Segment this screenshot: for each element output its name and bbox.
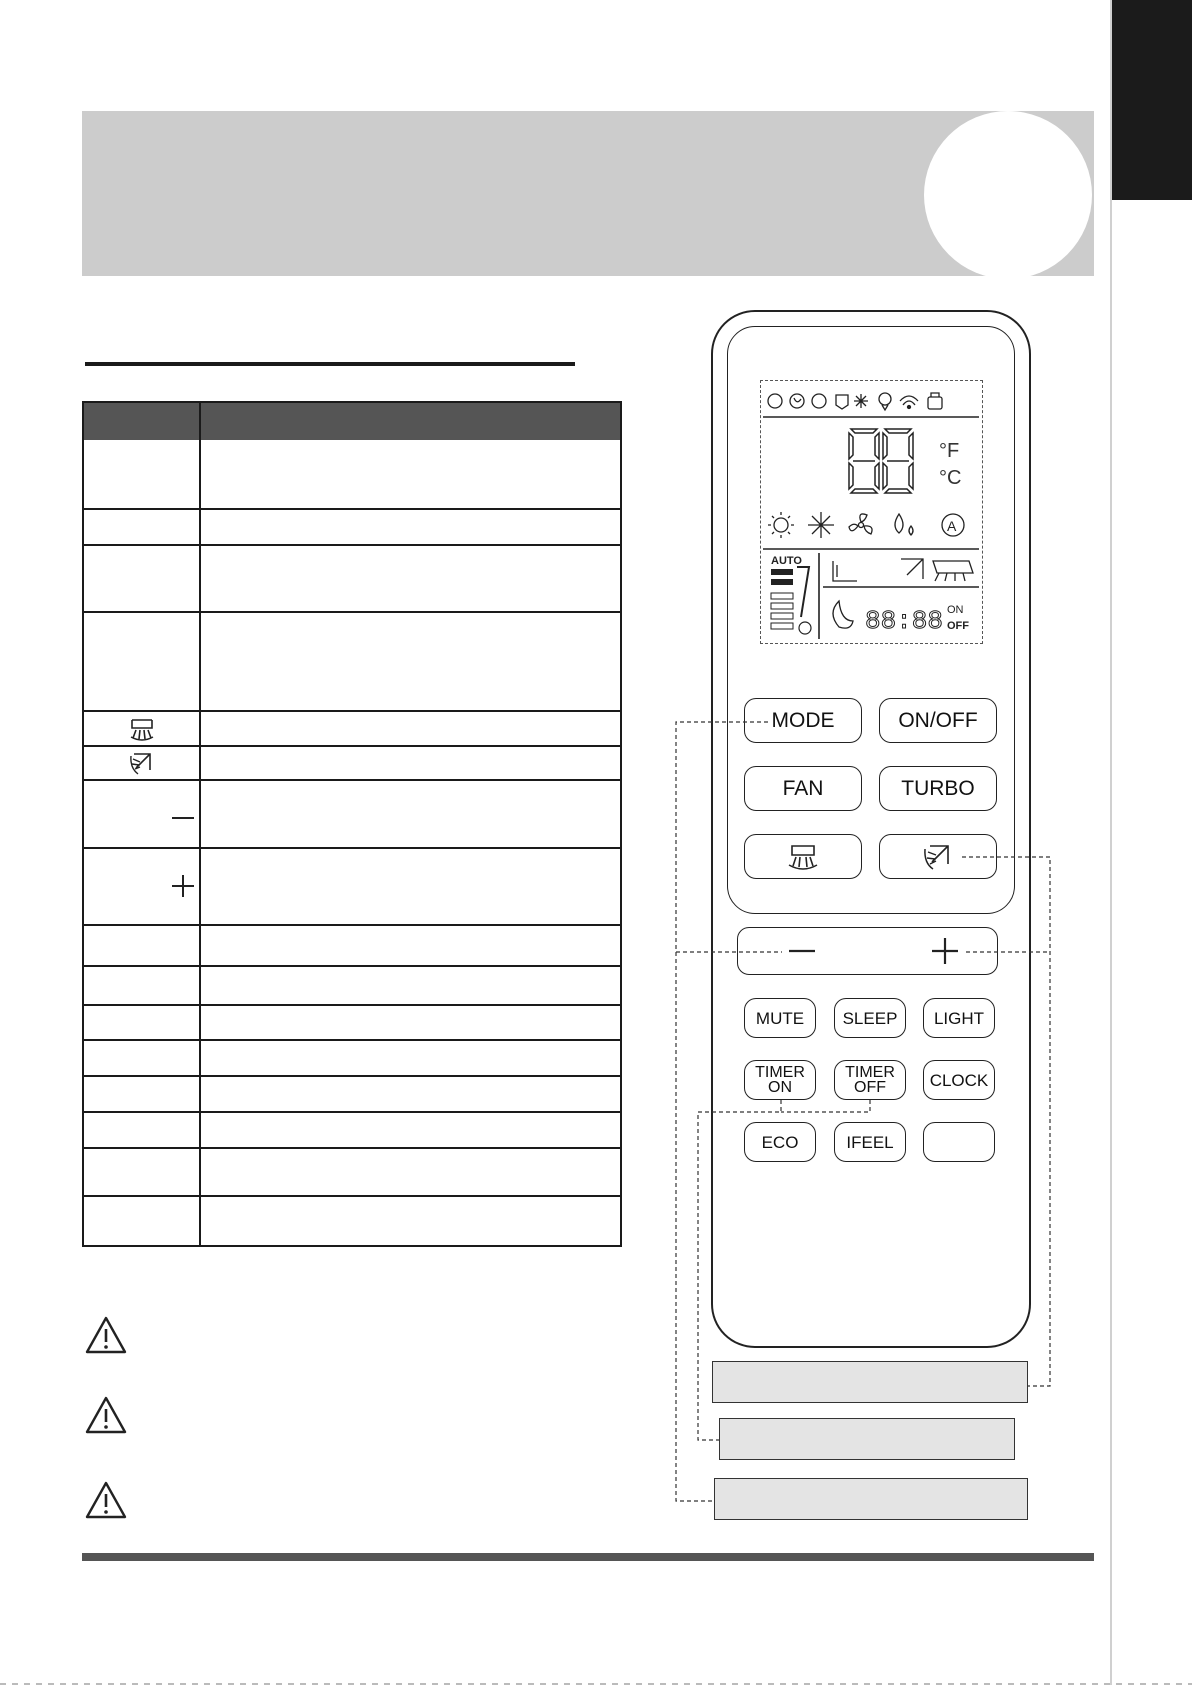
eco-button[interactable]: ECO <box>744 1122 816 1162</box>
clock-button[interactable]: CLOCK <box>923 1060 995 1100</box>
ifeel-button[interactable]: IFEEL <box>834 1122 906 1162</box>
auto-mode-letter: A <box>947 518 957 534</box>
timer-on-label: ON <box>947 604 964 616</box>
turbo-button[interactable]: TURBO <box>879 766 997 811</box>
sleep-button[interactable]: SLEEP <box>834 998 906 1038</box>
fan-button[interactable]: FAN <box>744 766 862 811</box>
timer-on-line1: TIMER <box>755 1063 805 1081</box>
fan-auto-label: AUTO <box>771 555 802 567</box>
timer-off-line2: OFF <box>854 1079 886 1096</box>
light-button[interactable]: LIGHT <box>923 998 995 1038</box>
timer-off-line1: TIMER <box>845 1063 895 1081</box>
fahrenheit-unit: °F <box>939 440 960 462</box>
timer-off-label: OFF <box>947 620 969 632</box>
celsius-unit: °C <box>939 467 962 489</box>
footer-rule <box>82 1553 1094 1561</box>
onoff-button[interactable]: ON/OFF <box>879 698 997 743</box>
timer-on-line2: ON <box>768 1079 792 1096</box>
mode-button[interactable]: MODE <box>744 698 862 743</box>
clock-digits: 88:88 <box>865 606 944 636</box>
mute-button[interactable]: MUTE <box>744 998 816 1038</box>
